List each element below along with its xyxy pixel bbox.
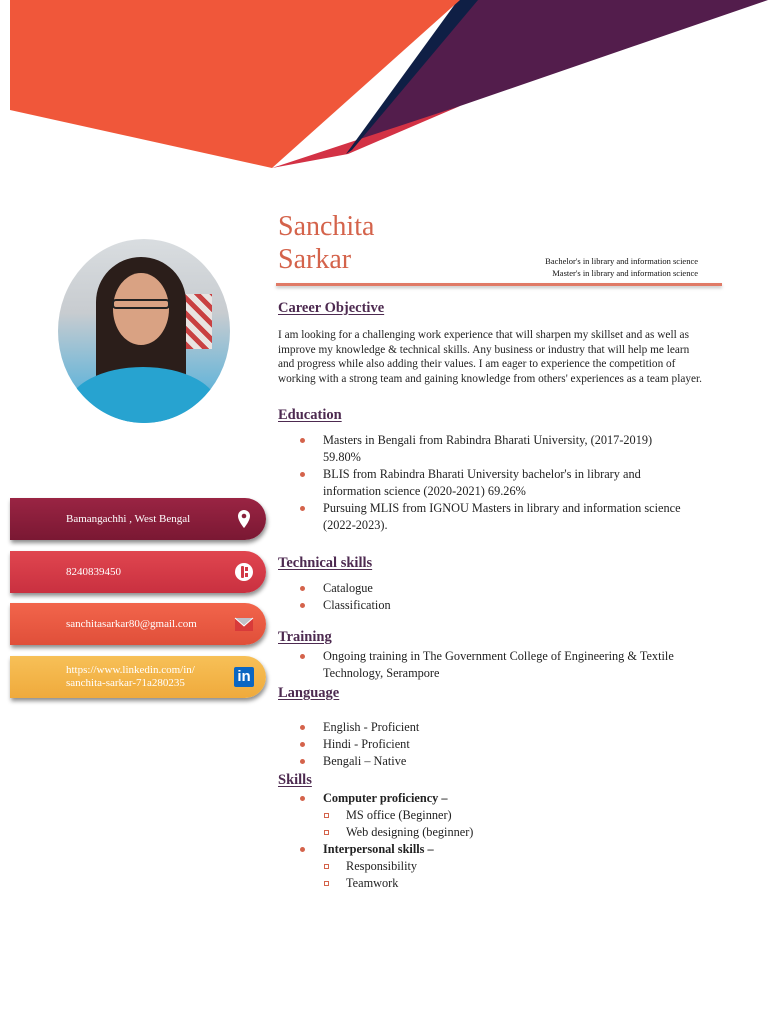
skill-subitem: Teamwork [278, 875, 688, 892]
linkedin-url-line[interactable]: https://www.linkedin.com/in/ [66, 664, 195, 676]
contact-phone [10, 551, 266, 593]
education-item: Pursuing MLIS from IGNOU Masters in library and information science (2022-2023). [278, 500, 688, 534]
main-column [278, 299, 718, 892]
language-item: Hindi - Proficient [278, 736, 688, 753]
mail-icon [234, 614, 254, 634]
location-pin-icon [234, 509, 254, 529]
education-list [278, 432, 688, 534]
linkedin-icon: in [234, 667, 254, 687]
skill-subitem: Responsibility [278, 858, 688, 875]
skills-heading: Skills [278, 772, 312, 788]
header-banner [0, 0, 768, 180]
technical-skill-item: Catalogue [278, 580, 688, 597]
phone-text: 8240839450 [66, 565, 121, 578]
banner-orange-shape [10, 0, 460, 168]
language-item: Bengali – Native [278, 753, 688, 770]
technical-skills-list [278, 580, 688, 614]
contact-linkedin[interactable] [10, 656, 266, 698]
email-text[interactable]: sanchitasarkar80@gmail.com [66, 617, 197, 630]
skill-category: Interpersonal skills – [278, 841, 688, 858]
language-list [278, 719, 688, 770]
degree-line: Master's in library and information science [552, 268, 698, 278]
education-item: BLIS from Rabindra Bharati University bachelor's in library and information science (2020-2021) 69.26% [278, 466, 688, 500]
contact-location [10, 498, 266, 540]
language-heading: Language [278, 685, 340, 701]
education-item: Masters in Bengali from Rabindra Bharati University, (2017-2019) 59.80% [278, 432, 688, 466]
phone-icon [234, 562, 254, 582]
career-objective-heading: Career Objective [278, 300, 385, 316]
linkedin-url-line[interactable]: sanchita-sarkar-71a280235 [66, 677, 185, 689]
degree-line: Bachelor's in library and information science [545, 256, 698, 266]
skills-list [278, 790, 688, 892]
skill-subitem: MS office (Beginner) [278, 807, 688, 824]
first-name: Sanchita [278, 211, 375, 242]
contact-email[interactable] [10, 603, 266, 645]
location-text: Bamangachhi , West Bengal [66, 512, 191, 525]
skill-category: Computer proficiency – [278, 790, 688, 807]
header-divider [276, 283, 722, 286]
language-item: English - Proficient [278, 719, 688, 736]
profile-photo [58, 239, 230, 423]
training-item: Ongoing training in The Government College of Engineering & Textile Technology, Serampore [278, 648, 688, 682]
degree-summary [545, 255, 698, 279]
career-objective-text: I am looking for a challenging work experience that will sharpen my skillset and as well as improve my knowledge & technical skills. Any business or industry that will help me learn and progress while also adding their values. I am eager to experience the competition of working with a strong team and gaining knowledge from others' experiences as a team player. [278, 329, 702, 385]
training-list [278, 648, 688, 682]
skill-subitem: Web designing (beginner) [278, 824, 688, 841]
technical-skills-heading: Technical skills [278, 555, 373, 571]
training-heading: Training [278, 629, 332, 645]
technical-skill-item: Classification [278, 597, 688, 614]
candidate-name [278, 210, 374, 276]
education-heading: Education [278, 407, 342, 423]
last-name: Sarkar [278, 244, 352, 275]
